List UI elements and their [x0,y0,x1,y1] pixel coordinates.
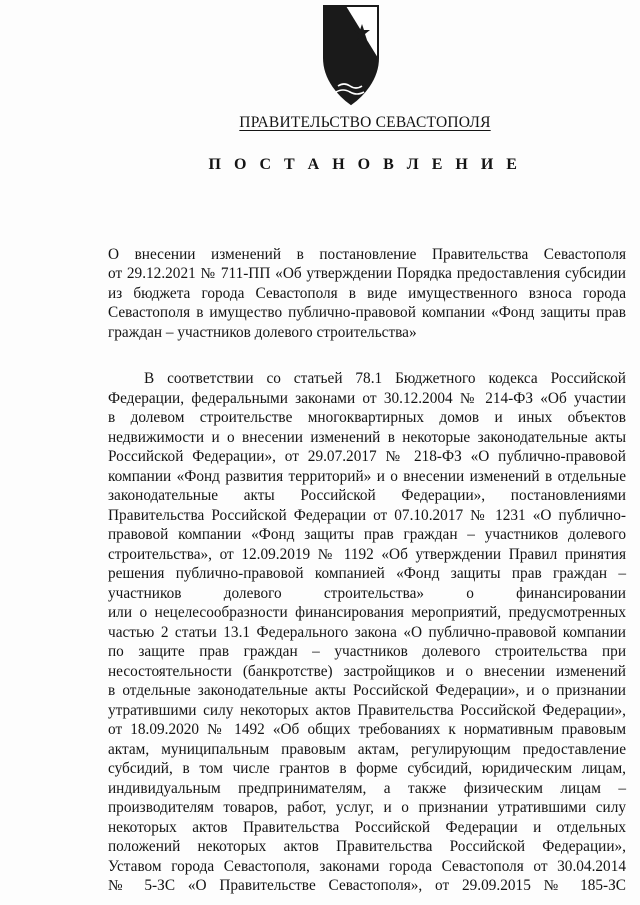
body-line: частью 2 статьи 13.1 Федерального закона «О публично-правовой компании [108,623,626,641]
body-line: недвижимости и о внесении изменений в некоторые законодательные акты [108,428,626,446]
body-line: участников долевого строительства» о финансировании [108,584,626,602]
document-body [108,369,626,896]
body-line: или о нецелесообразности финансирования мероприятий, предусмотренных [108,604,626,621]
body-line: В соответствии со статьей 78.1 Бюджетного кодекса Российской [144,370,626,387]
body-line: субсидий, в том числе грантов в форме субсидий, юридическим лицам, [108,760,626,777]
body-line: законодательные акты Российской Федерации», постановлениями [108,487,626,504]
body-line: в долевом строительстве многоквартирных домов и иных объектов [108,409,626,426]
document-type-heading: П О С Т А Н О В Л Е Н И Е [208,156,522,173]
body-line: утратившими силу некоторых актов Правительства Российской Федерации», [108,701,626,719]
body-line: по защите прав граждан – участников долевого строительства при [108,643,626,660]
body-line: актам, муниципальным правовым актам, регулирующим предоставление [108,740,626,758]
body-line: в отдельные законодательные акты Российской Федерации», и о признании [108,682,626,699]
body-line: положений некоторых актов Правительства Российской Федерации», [108,838,626,855]
body-line: Уставом города Севастополя, законами города Севастополя от 30.04.2014 [108,857,626,875]
sevastopol-coat-of-arms-icon [316,0,386,108]
body-line: № 5-ЗС «О Правительстве Севастополя», от 29.09.2015 № 185-ЗС [108,877,626,894]
body-line: некоторых актов Правительства Российской Федерации и отдельных [108,818,626,836]
body-line: Российской Федерации», от 29.07.2017 № 218-ФЗ «О публично-правовой [108,448,626,465]
document-subject [108,245,626,342]
government-title: ПРАВИТЕЛЬСТВО СЕВАСТОПОЛЯ [239,114,491,131]
body-line: Федерации, федеральными законами от 30.12.2004 № 214-ФЗ «Об участии [108,389,626,407]
body-line: строительства», от 12.09.2019 № 1192 «Об утверждении Правил принятия [108,545,626,563]
subject-line: О внесении изменений в постановление Правительства Севастополя [108,246,626,263]
body-line: решения публично-правовой компанией «Фонд защиты прав граждан – [108,565,626,582]
body-line: несостоятельности (банкротстве) застройщиков и о внесении изменений [108,662,626,680]
body-line: от 18.09.2020 № 1492 «Об общих требованиях к нормативным правовым [108,721,626,738]
subject-line: Севастополя в имущество публично-правовой компании «Фонд защиты прав [108,304,626,322]
body-line: компании «Фонд развития территорий» и о внесении изменений в отдельные [108,467,626,485]
body-line: производителям товаров, работ, услуг, и о признании утратившими силу [108,799,626,816]
body-line: Правительства Российской Федерации от 07.10.2017 № 1231 «О публично- [108,506,626,524]
body-line: индивидуальным предпринимателям, а также физическим лицам – [108,779,626,797]
subject-line: из бюджета города Севастополя в виде имущественного взноса города [108,284,626,302]
subject-line: граждан – участников долевого строительства» [108,323,417,341]
body-line: правовой компании «Фонд защиты прав граждан – участников долевого [108,526,626,543]
subject-line: от 29.12.2021 № 711-ПП «Об утверждении Порядка предоставления субсидии [108,265,626,283]
